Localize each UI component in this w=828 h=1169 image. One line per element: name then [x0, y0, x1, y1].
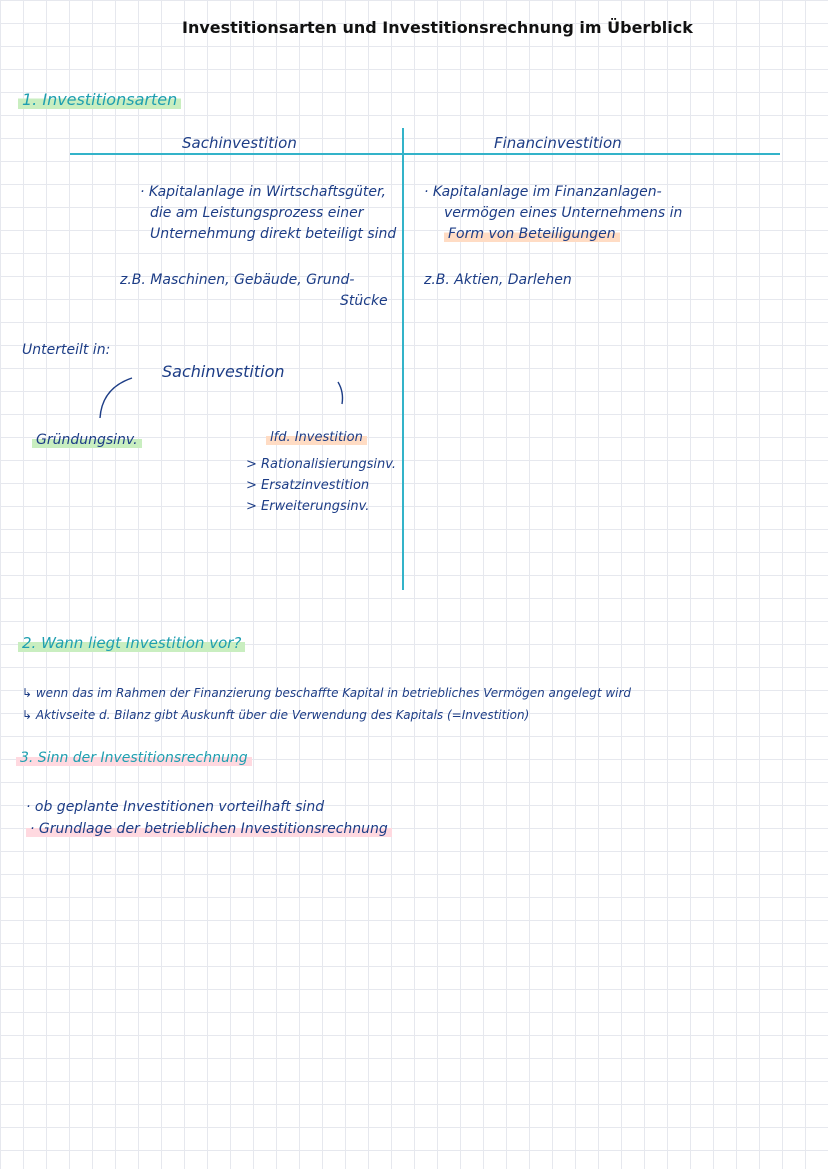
section3-line-2-text: · Grundlage der betrieblichen Investitionsrechnung	[26, 821, 392, 837]
table-vertical-line	[402, 128, 404, 590]
section3-line-2	[26, 818, 392, 840]
section1-heading	[18, 90, 181, 109]
table-horizontal-line	[70, 153, 780, 155]
sub-item: > Erweiterungsinv.	[246, 499, 370, 514]
left-definition	[140, 182, 396, 245]
right-def-line-2: vermögen eines Unternehmens in	[444, 205, 683, 221]
section2-body	[22, 682, 631, 726]
section3-line-1: · ob geplante Investitionen vorteilhaft sind	[26, 799, 325, 815]
left-column-header: Sachinvestition	[182, 134, 297, 152]
section3-body	[26, 796, 392, 840]
left-def-line-3: Unternehmung direkt beteiligt sind	[150, 226, 397, 242]
lfd-investition-text: lfd. Investition	[266, 430, 367, 445]
sachinvestition-center: Sachinvestition	[162, 362, 285, 381]
left-def-line-2: die am Leistungsprozess einer	[150, 205, 364, 221]
unterteilt-label: Unterteilt in:	[22, 342, 111, 358]
gruendungsinv-text: Gründungsinv.	[32, 432, 142, 448]
section1-heading-text: 1. Investitionsarten	[18, 90, 181, 109]
section2-line-1: ↳ wenn das im Rahmen der Finanzierung beschaffte Kapital in betriebliches Vermögen angelegt wird	[22, 686, 632, 700]
gruendungsinv	[32, 432, 142, 448]
left-def-line-1: · Kapitalanlage in Wirtschaftsgüter,	[140, 184, 386, 200]
section2-line-2: ↳ Aktivseite d. Bilanz gibt Auskunft über die Verwendung des Kapitals (=Investition)	[22, 708, 530, 722]
left-branch-arc	[100, 378, 132, 418]
section2-heading	[18, 634, 245, 652]
page-title: Investitionsarten und Investitionsrechnung im Überblick	[182, 18, 693, 37]
lfd-investition	[266, 430, 367, 445]
sub-item: > Ersatzinvestition	[246, 478, 370, 493]
section2-heading-text: 2. Wann liegt Investition vor?	[18, 634, 245, 652]
left-example-line-1: z.B. Maschinen, Gebäude, Grund-	[120, 272, 355, 288]
sub-items-list	[246, 454, 396, 517]
sub-item: > Rationalisierungsinv.	[246, 457, 396, 472]
right-def-line-3-text: Form von Beteiligungen	[444, 226, 620, 242]
right-branch-hook	[338, 382, 343, 404]
right-example: z.B. Aktien, Darlehen	[424, 272, 572, 288]
left-example-line-2: Stücke	[340, 293, 388, 309]
branch-arrows	[80, 370, 380, 430]
right-def-line-1: · Kapitalanlage im Finanzanlagen-	[424, 184, 662, 200]
right-definition	[424, 182, 682, 245]
section3-heading-text: 3. Sinn der Investitionsrechnung	[16, 750, 252, 766]
right-column-header: Financinvestition	[494, 134, 622, 152]
section3-heading	[16, 750, 252, 766]
right-def-line-3	[424, 224, 682, 245]
left-example	[120, 270, 388, 312]
